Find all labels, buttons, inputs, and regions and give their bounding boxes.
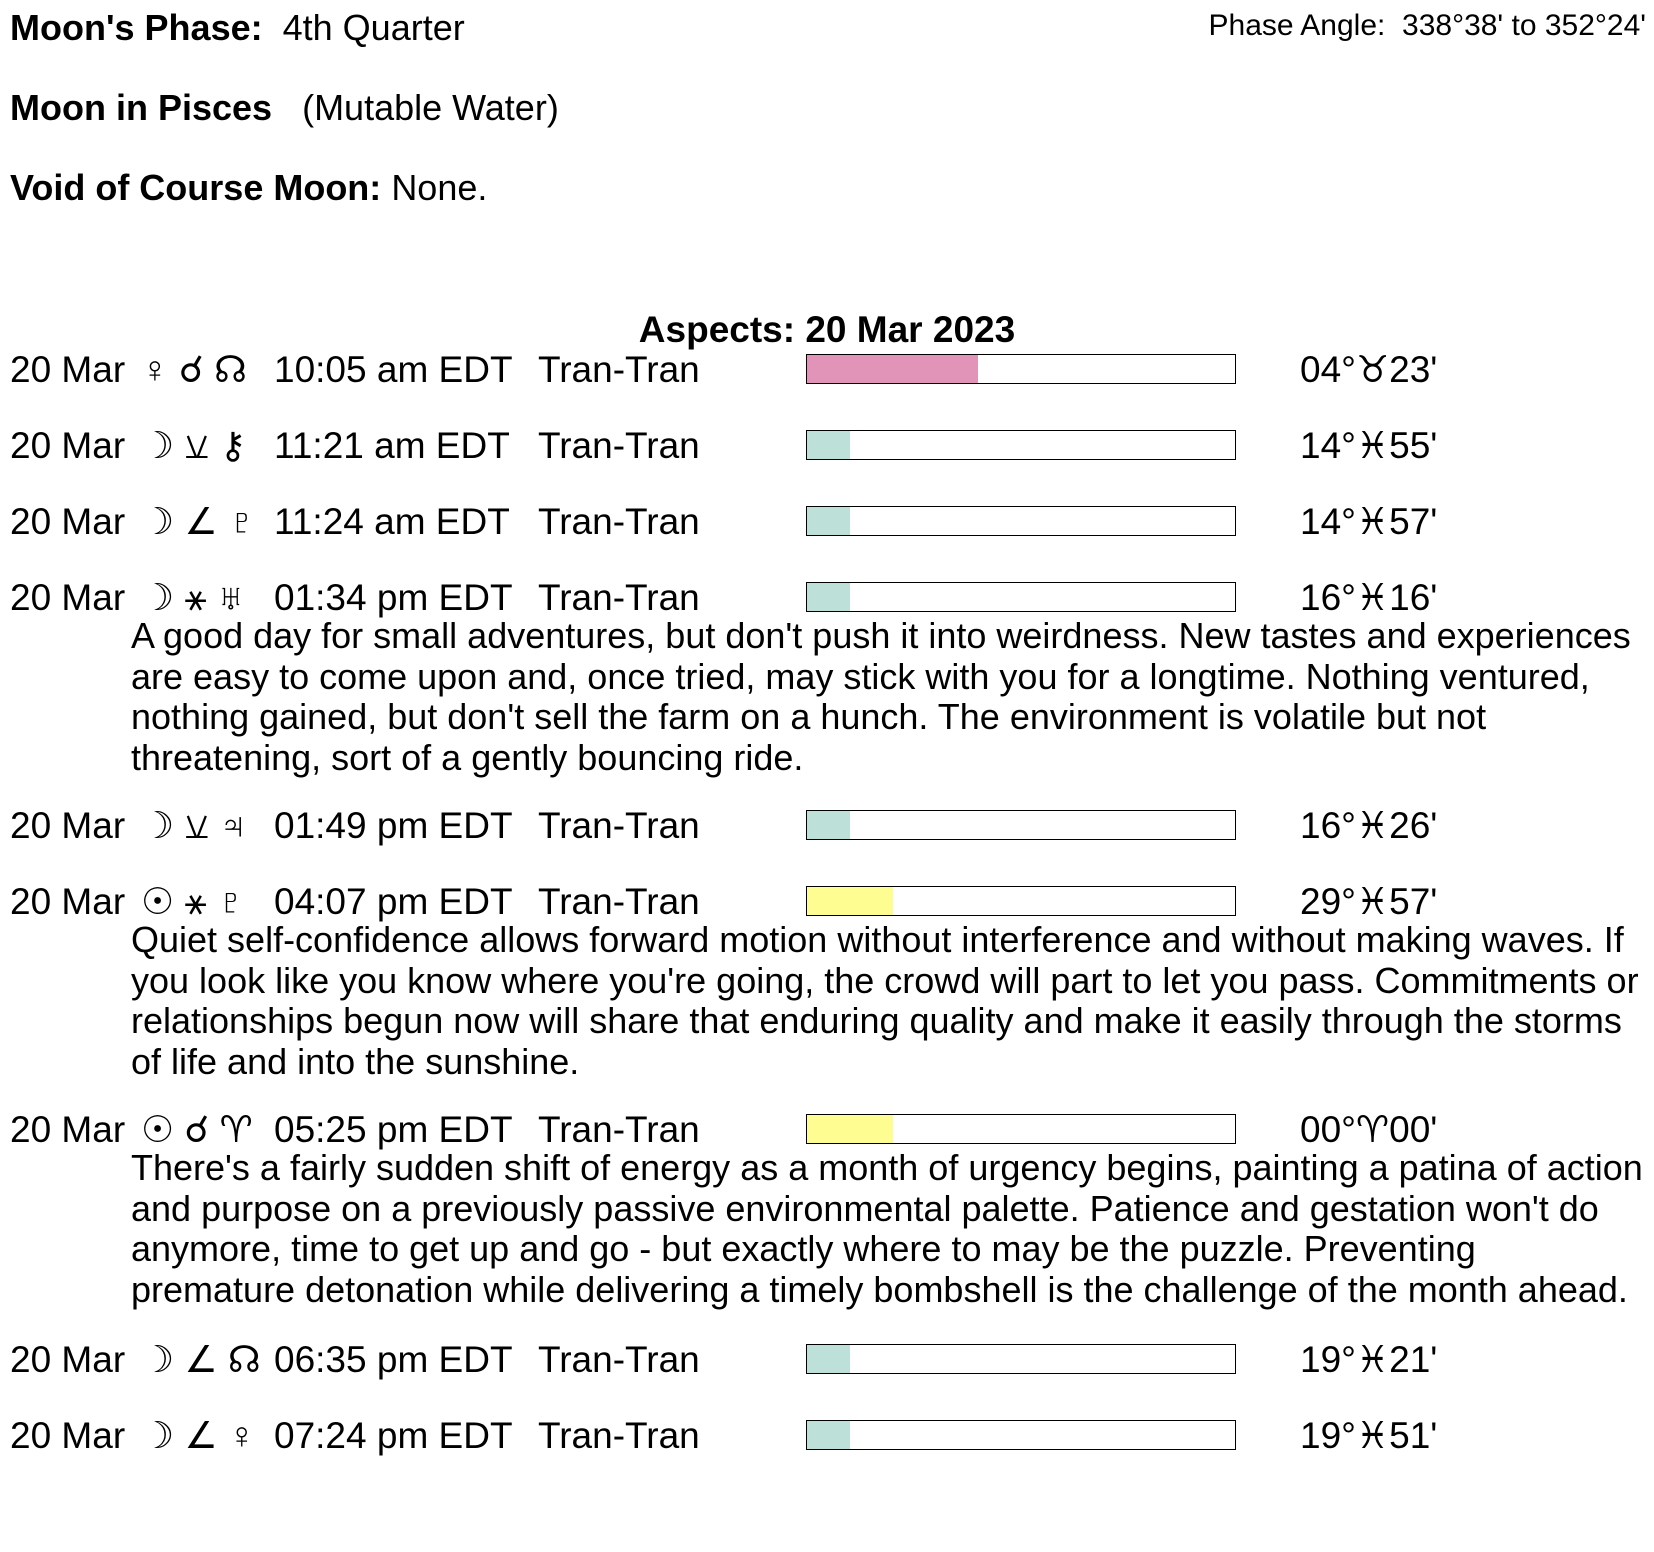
aspect-time: 01:34 pm EDT bbox=[274, 577, 513, 618]
void-of-course-value: None. bbox=[391, 167, 488, 208]
moon-phase-label: Moon's Phase: bbox=[10, 7, 263, 48]
aspect-strength-bar bbox=[806, 430, 1236, 460]
aspect-position: 16°♓26' bbox=[1300, 805, 1438, 846]
aspect-position: 29°♓57' bbox=[1300, 881, 1438, 922]
aspect-glyphs: ☽ ∠ ♀ bbox=[141, 1415, 256, 1456]
aspect-position: 14°♓57' bbox=[1300, 501, 1438, 542]
aspect-time: 04:07 pm EDT bbox=[274, 881, 513, 922]
moon-phase-line bbox=[10, 6, 465, 50]
aspect-position: 19°♓51' bbox=[1300, 1415, 1438, 1456]
aspect-strength-bar bbox=[806, 582, 1236, 612]
aspect-row bbox=[0, 348, 1654, 392]
aspect-date: 20 Mar bbox=[10, 1339, 126, 1380]
aspect-row bbox=[0, 1108, 1654, 1152]
aspect-strength-fill bbox=[807, 431, 850, 459]
phase-angle bbox=[1209, 8, 1646, 44]
moon-sign-label: Moon in Pisces bbox=[10, 87, 273, 128]
aspect-glyphs: ☽ ⚹ ♅ bbox=[141, 577, 245, 618]
aspect-glyphs: ☽ ⚺ ⚷ bbox=[141, 425, 247, 466]
aspect-description: A good day for small adventures, but don't push it into weirdness. New tastes and experiences are easy to come upon and, once tried, may stick with you for a longtime. Nothing ventured, nothing gained, but don't sell the farm on a hunch. The environment is volatile but not threatening, sort of a gently bouncing ride. bbox=[131, 615, 1631, 778]
aspect-glyphs: ☽ ∠ ♇ bbox=[141, 501, 256, 542]
aspects-title: Aspects: 20 Mar 2023 bbox=[638, 309, 1016, 350]
aspect-glyphs: ☽ ⚺ ♃ bbox=[141, 805, 248, 846]
aspect-position: 14°♓55' bbox=[1300, 425, 1438, 466]
aspect-date: 20 Mar bbox=[10, 577, 126, 618]
aspect-strength-bar bbox=[806, 1420, 1236, 1450]
phase-angle-value: 338°38' to 352°24' bbox=[1402, 9, 1646, 42]
aspect-date: 20 Mar bbox=[10, 1109, 126, 1150]
aspect-row bbox=[0, 424, 1654, 468]
aspect-description: There's a fairly sudden shift of energy as a month of urgency begins, painting a patina of action and purpose on a previously passive environmental palette. Patience and gestation won't do anymore, time to get up and go - but exactly where to may be the puzzle. Preventing premature detonation while delivering a timely bombshell is the challenge of the month ahead. bbox=[131, 1147, 1643, 1310]
aspect-time: 10:05 am EDT bbox=[274, 349, 513, 390]
aspect-strength-fill bbox=[807, 507, 850, 535]
aspect-strength-fill bbox=[807, 1345, 850, 1373]
aspect-kind: Tran-Tran bbox=[538, 1339, 700, 1380]
aspect-glyphs: ☽ ∠ ☊ bbox=[141, 1339, 261, 1380]
aspect-row bbox=[0, 500, 1654, 544]
aspect-time: 11:24 am EDT bbox=[274, 501, 510, 542]
aspect-date: 20 Mar bbox=[10, 349, 126, 390]
aspect-strength-fill bbox=[807, 583, 850, 611]
aspect-strength-fill bbox=[807, 887, 893, 915]
aspect-time: 01:49 pm EDT bbox=[274, 805, 513, 846]
aspect-strength-fill bbox=[807, 355, 978, 383]
aspect-strength-fill bbox=[807, 1421, 850, 1449]
aspect-strength-bar bbox=[806, 1114, 1236, 1144]
aspect-kind: Tran-Tran bbox=[538, 577, 700, 618]
aspect-time: 06:35 pm EDT bbox=[274, 1339, 513, 1380]
aspect-kind: Tran-Tran bbox=[538, 881, 700, 922]
aspect-position: 00°♈00' bbox=[1300, 1109, 1438, 1150]
aspect-description: Quiet self-confidence allows forward motion without interference and without making waves. If you look like you know where you're going, the crowd will part to let you pass. Commitments or relationships begun now will share that enduring quality and make it easily through the storms of life and into the sunshine. bbox=[131, 919, 1639, 1082]
aspect-strength-fill bbox=[807, 1115, 893, 1143]
aspect-strength-bar bbox=[806, 810, 1236, 840]
aspect-row bbox=[0, 1414, 1654, 1458]
aspect-glyphs: ☉ ⚹ ♇ bbox=[141, 881, 245, 922]
aspect-row bbox=[0, 576, 1654, 620]
aspect-position: 19°♓21' bbox=[1300, 1339, 1438, 1380]
aspect-kind: Tran-Tran bbox=[538, 501, 700, 542]
aspect-strength-bar bbox=[806, 886, 1236, 916]
aspect-kind: Tran-Tran bbox=[538, 805, 700, 846]
aspect-glyphs: ☉ ☌ ♈ bbox=[141, 1109, 253, 1150]
aspect-strength-bar bbox=[806, 506, 1236, 536]
aspect-time: 07:24 pm EDT bbox=[274, 1415, 513, 1456]
aspect-date: 20 Mar bbox=[10, 881, 126, 922]
aspect-kind: Tran-Tran bbox=[538, 1415, 700, 1456]
aspect-row bbox=[0, 1338, 1654, 1382]
aspect-date: 20 Mar bbox=[10, 805, 126, 846]
aspect-kind: Tran-Tran bbox=[538, 1109, 700, 1150]
moon-sign-line bbox=[10, 86, 559, 130]
moon-phase-value: 4th Quarter bbox=[282, 7, 465, 48]
aspect-date: 20 Mar bbox=[10, 425, 126, 466]
aspect-row bbox=[0, 880, 1654, 924]
aspect-date: 20 Mar bbox=[10, 1415, 126, 1456]
moon-sign-quality: (Mutable Water) bbox=[302, 87, 559, 128]
aspect-strength-fill bbox=[807, 811, 850, 839]
aspect-row bbox=[0, 804, 1654, 848]
void-of-course-label: Void of Course Moon: bbox=[10, 167, 382, 208]
aspect-time: 11:21 am EDT bbox=[274, 425, 510, 466]
aspect-date: 20 Mar bbox=[10, 501, 126, 542]
aspect-kind: Tran-Tran bbox=[538, 425, 700, 466]
aspect-position: 16°♓16' bbox=[1300, 577, 1438, 618]
aspect-time: 05:25 pm EDT bbox=[274, 1109, 513, 1150]
void-of-course-line bbox=[10, 166, 487, 210]
aspect-kind: Tran-Tran bbox=[538, 349, 700, 390]
aspect-strength-bar bbox=[806, 354, 1236, 384]
aspect-position: 04°♉23' bbox=[1300, 349, 1438, 390]
aspect-glyphs: ♀ ☌ ☊ bbox=[141, 349, 248, 390]
aspect-strength-bar bbox=[806, 1344, 1236, 1374]
phase-angle-label: Phase Angle: bbox=[1208, 9, 1386, 42]
